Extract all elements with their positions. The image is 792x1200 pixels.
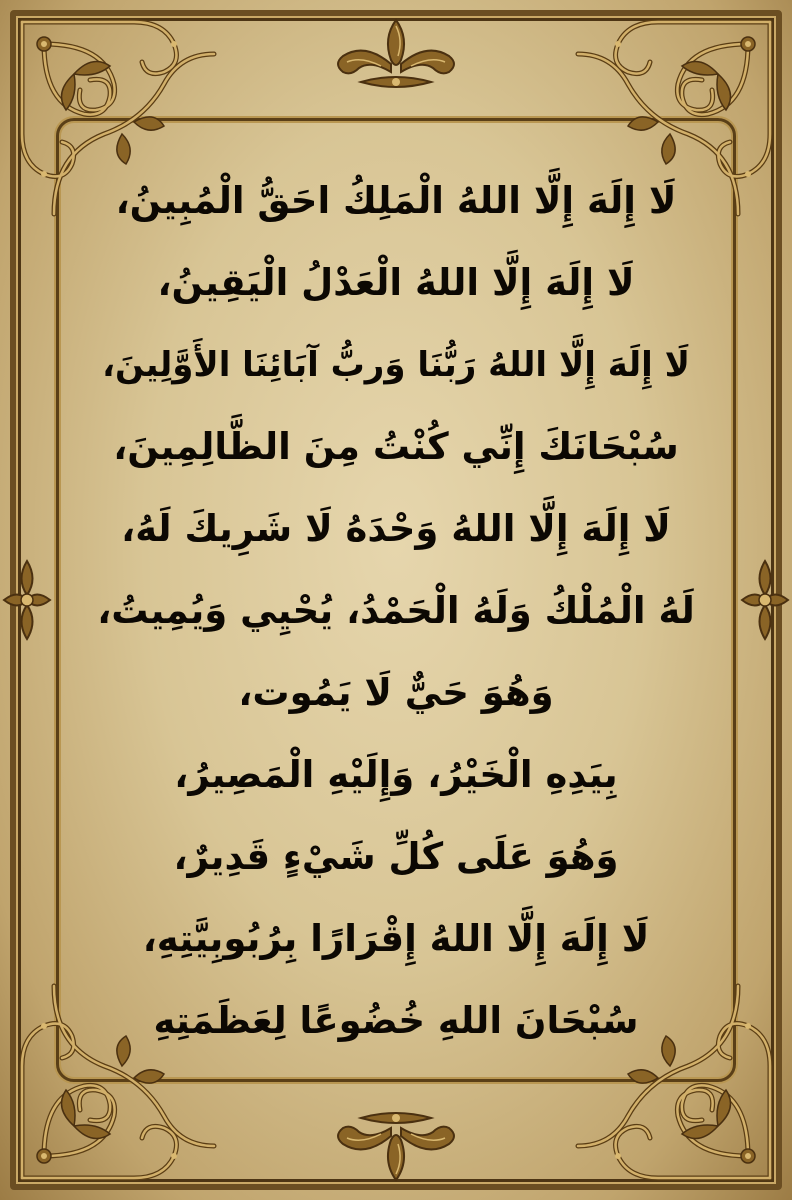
dhikr-line: لَا إِلَهَ إِلَّا اللهُ الْمَلِكُ احَقُّ الْمُبِينُ، bbox=[115, 179, 677, 222]
dhikr-line: لَا إِلَهَ إِلَّا اللهُ رَبُّنَا وَربُّ آبَائِنَا الأَوَّلِينَ، bbox=[102, 345, 690, 385]
dhikr-line: بِيَدِهِ الْخَيْرُ، وَإِلَيْهِ الْمَصِيرُ، bbox=[174, 753, 618, 796]
dhikr-text-block bbox=[96, 160, 696, 1060]
floral-side-ornament-icon bbox=[0, 555, 54, 645]
dhikr-line: لَا إِلَهَ إِلَّا اللهُ الْعَدْلُ الْيَقِينُ، bbox=[157, 261, 635, 304]
floral-side-ornament-icon bbox=[738, 555, 792, 645]
dhikr-line: لَهُ الْمُلْكُ وَلَهُ الْحَمْدُ، يُحْيِي وَيُمِيتُ، bbox=[97, 589, 695, 632]
fleur-de-lis-icon bbox=[321, 1104, 471, 1184]
fleur-de-lis-icon bbox=[321, 16, 471, 96]
dhikr-line: سُبْحَانَ اللهِ خُضُوعًا لِعَظَمَتِهِ bbox=[153, 999, 639, 1042]
dhikr-line: وَهُوَ عَلَى كُلِّ شَيْءٍ قَدِيرٌ، bbox=[173, 835, 619, 878]
dhikr-line: وَهُوَ حَيٌّ لَا يَمُوت، bbox=[238, 671, 554, 714]
dhikr-line: سُبْحَانَكَ إِنِّي كُنْتُ مِنَ الظَّالِمِينَ، bbox=[113, 425, 679, 468]
dhikr-line: لَا إِلَهَ إِلَّا اللهُ وَحْدَهُ لَا شَرِيكَ لَهُ، bbox=[121, 507, 671, 550]
dhikr-line: لَا إِلَهَ إِلَّا اللهُ إِقْرَارًا بِرُبُوبِيَّتِهِ، bbox=[142, 917, 650, 960]
